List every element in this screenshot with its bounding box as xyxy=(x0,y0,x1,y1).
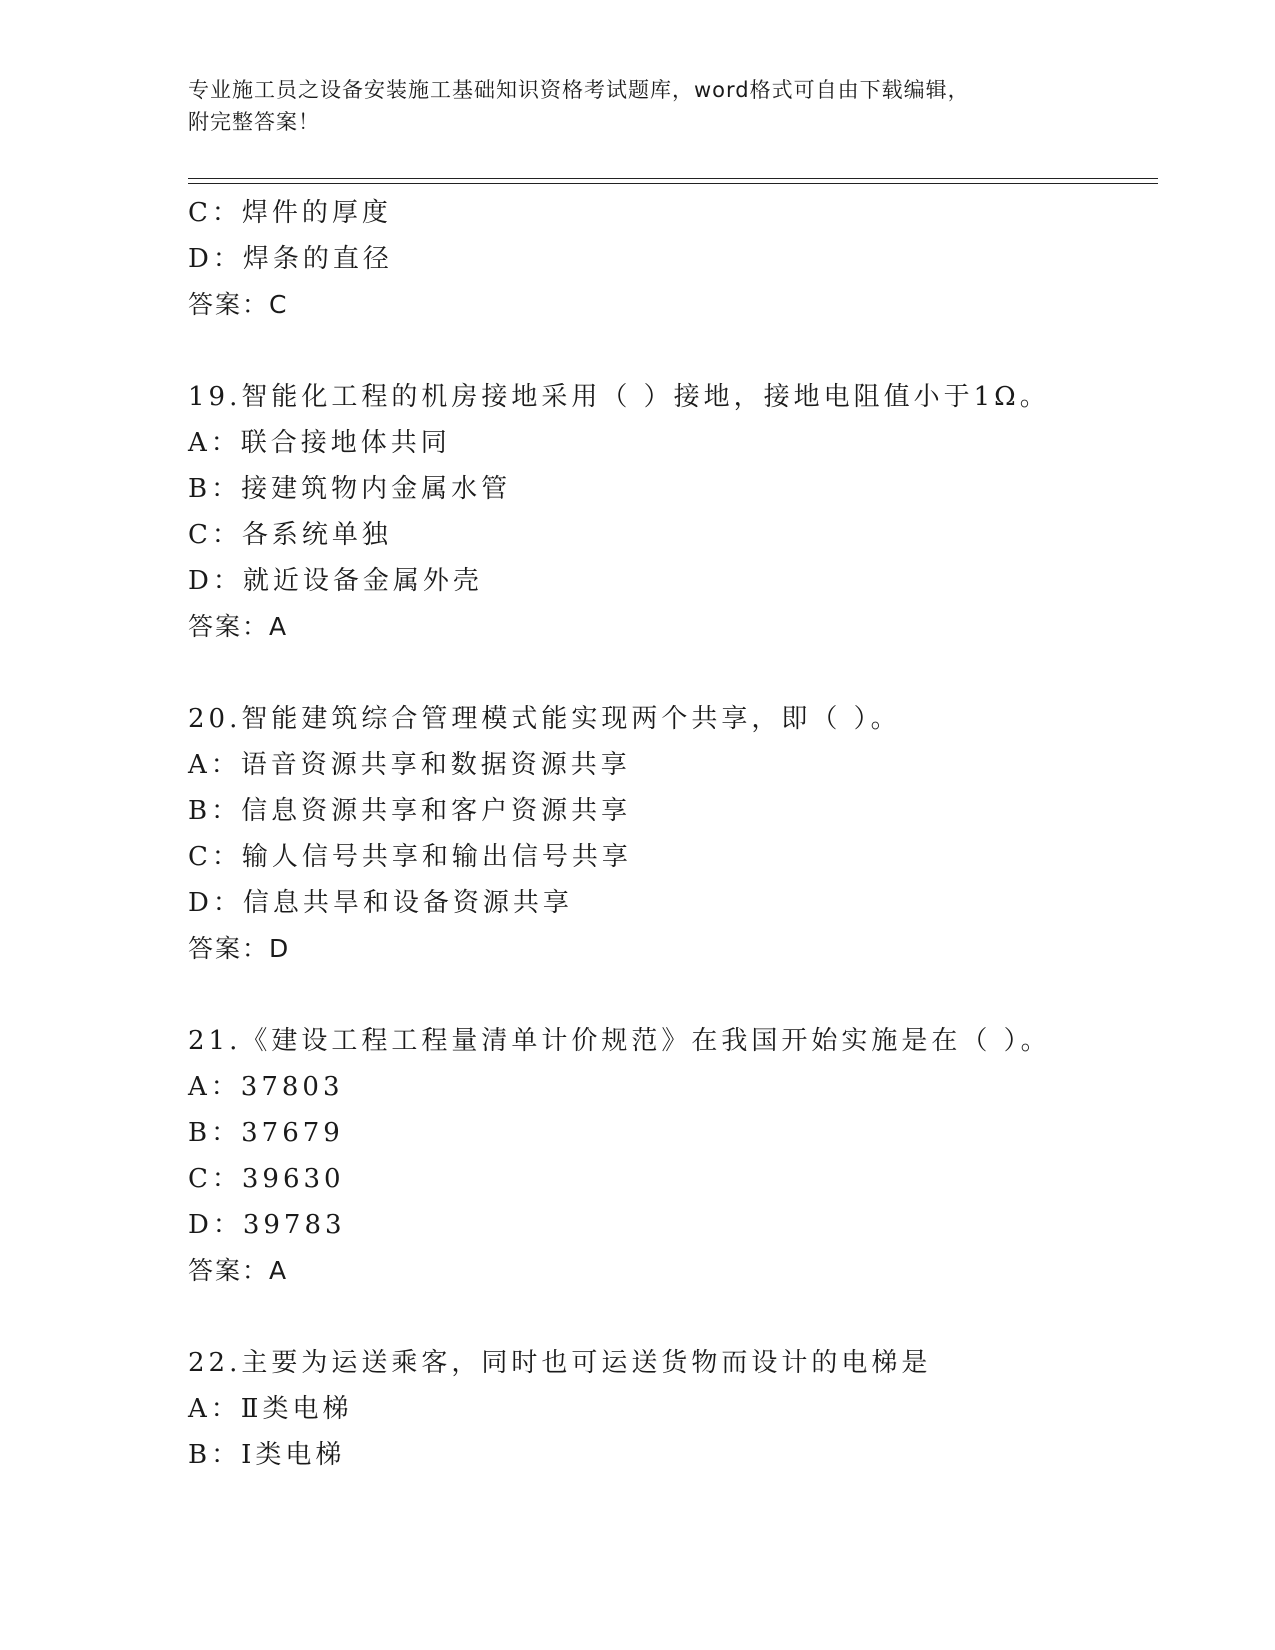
option-c: C：输人信号共享和输出信号共享 xyxy=(188,842,632,872)
option-b: B：接建筑物内金属水管 xyxy=(188,474,512,504)
question-list xyxy=(188,190,1148,1478)
option-d: D：信息共旱和设备资源共享 xyxy=(188,888,573,918)
question-stem: 20.智能建筑综合管理模式能实现两个共享，即（ ）。 xyxy=(188,704,901,734)
option-b: B：Ⅰ类电梯 xyxy=(188,1440,346,1470)
answer-line: 答案：C xyxy=(188,290,289,319)
option-b: B：信息资源共享和客户资源共享 xyxy=(188,796,632,826)
option-a: A：Ⅱ类电梯 xyxy=(188,1394,353,1424)
header-divider-bottom xyxy=(188,183,1158,184)
header-line-1: 专业施工员之设备安装施工基础知识资格考试题库，word格式可自由下载编辑， xyxy=(188,78,970,102)
question-20 xyxy=(188,696,1148,972)
question-stem: 19.智能化工程的机房接地采用（ ）接地，接地电阻值小于1Ω。 xyxy=(188,382,1050,412)
answer-line: 答案：D xyxy=(188,934,291,963)
question-21 xyxy=(188,1018,1148,1294)
answer-line: 答案：A xyxy=(188,1256,289,1285)
option-d: D：焊条的直径 xyxy=(188,244,393,274)
header-divider-top xyxy=(188,178,1158,179)
option-c: C：39630 xyxy=(188,1164,345,1194)
option-b: B：37679 xyxy=(188,1118,344,1148)
question-stem: 21.《建设工程工程量清单计价规范》在我国开始实施是在（ ）。 xyxy=(188,1026,1051,1056)
option-d: D：就近设备金属外壳 xyxy=(188,566,483,596)
partial-question xyxy=(188,190,1148,328)
answer-line: 答案：A xyxy=(188,612,289,641)
option-a: A：37803 xyxy=(188,1072,344,1102)
question-19 xyxy=(188,374,1148,650)
option-a: A：联合接地体共同 xyxy=(188,428,451,458)
option-c: C：焊件的厚度 xyxy=(188,198,392,228)
option-c: C：各系统单独 xyxy=(188,520,392,550)
option-d: D：39783 xyxy=(188,1210,346,1240)
question-22 xyxy=(188,1340,1148,1478)
question-stem: 22.主要为运送乘客，同时也可运送货物而设计的电梯是 xyxy=(188,1348,932,1378)
document-header xyxy=(188,74,1088,138)
header-line-2: 附完整答案！ xyxy=(188,110,320,134)
option-a: A：语音资源共享和数据资源共享 xyxy=(188,750,631,780)
